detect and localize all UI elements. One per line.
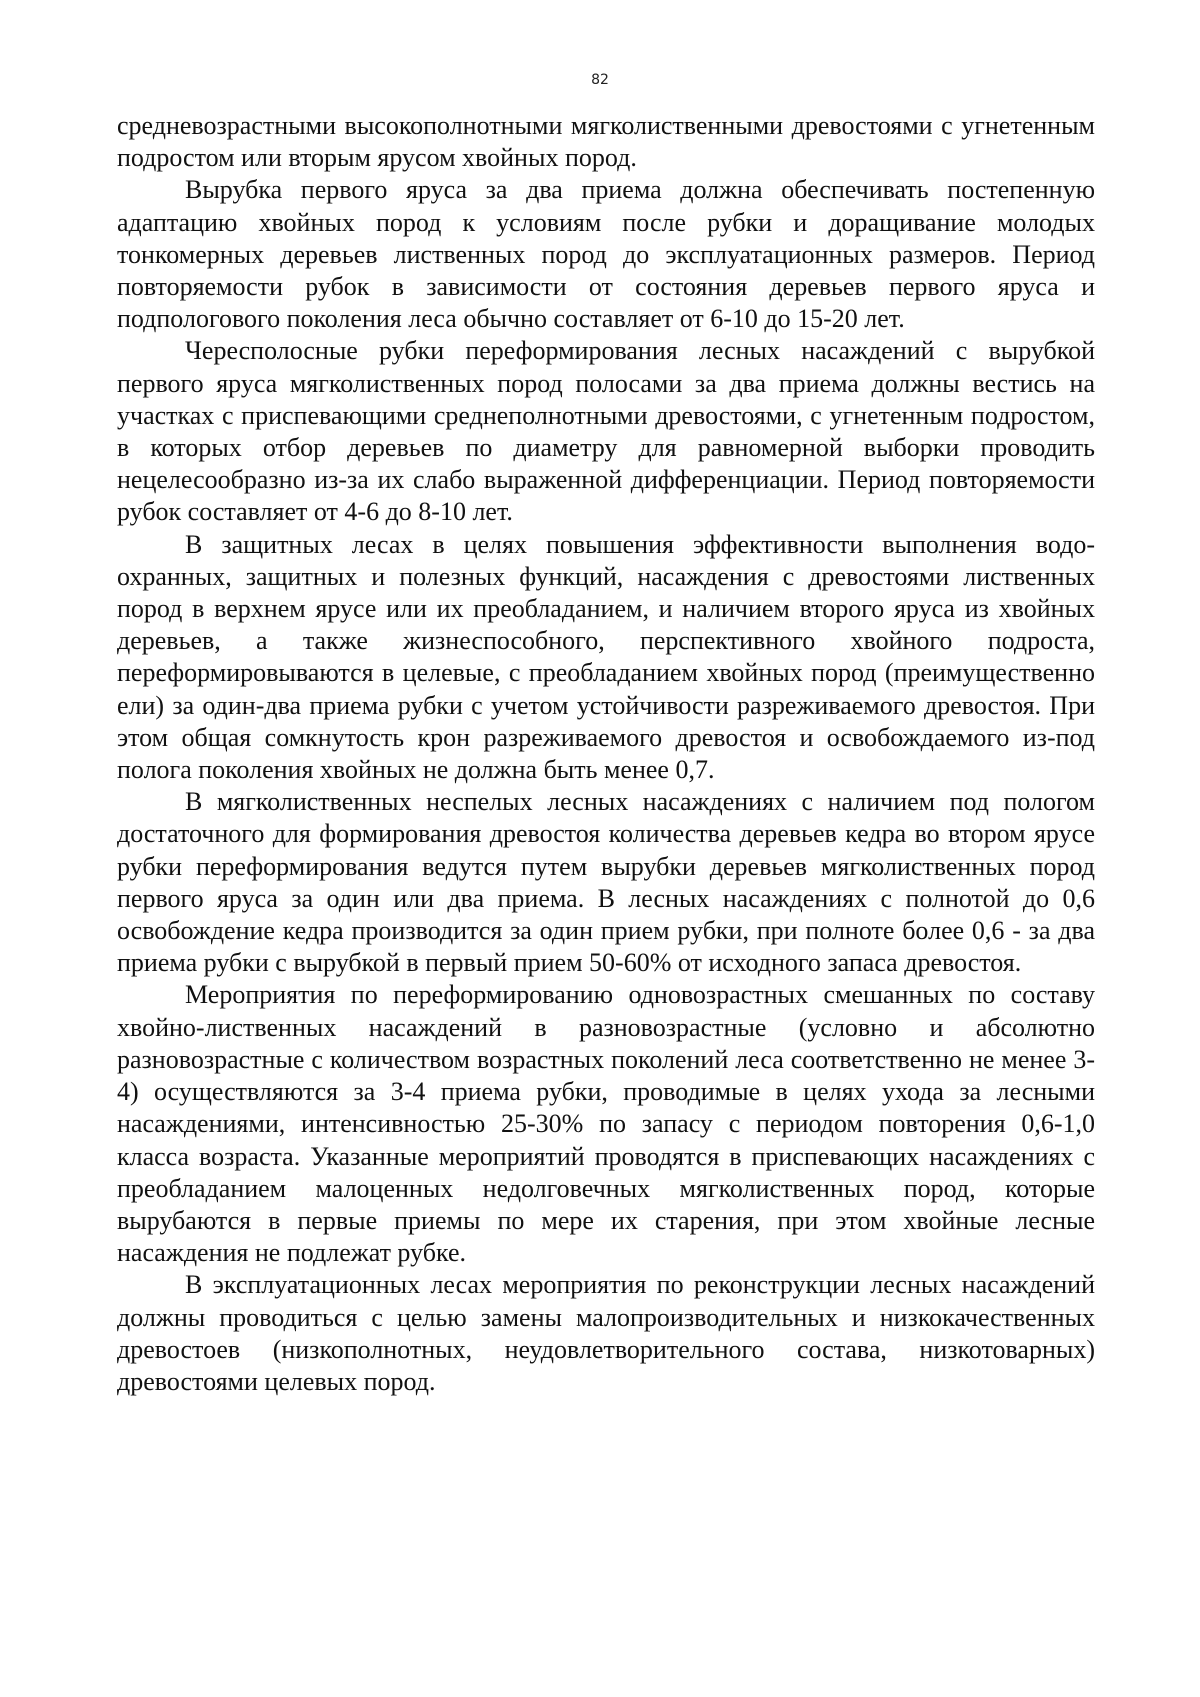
paragraph-continuation: средневозрастными высокополнотными мягколиственными древостоями с угнетенным подростом или вторым ярусом хвойных пород.: [117, 111, 1095, 173]
paragraph: Вырубка первого яруса за два приема должна обеспечивать постепенную адаптацию хвойных пород к условиям после рубки и доращивание молодых тонкомерных деревьев лиственных пород до эксплуатационных размеров. Период повторяемости рубок в зависимости от состояния деревьев первого яруса и подпологового поколения леса обычно составляет от 6-10 до 15-20 лет.: [117, 175, 1095, 334]
paragraph: В эксплуатационных лесах мероприятия по реконструкции лесных насаждений должны проводиться с целью замены малопроизводительных и низкокачественных древостоев (низкополнотных, неудовлетворительного состава, низкотоварных) древостоями целевых пород.: [117, 1270, 1095, 1396]
paragraph: Чересполосные рубки переформирования лесных насаждений с вырубкой первого яруса мягколиственных пород полосами за два приема должны вестись на участках с приспевающими среднеполнотными древостоями, с угнетенным подростом, в которых отбор деревьев по диаметру для равномерной выборки проводить нецелесообразно из-за их слабо выраженной дифференциации. Период повторяемости рубок составляет от 4-6 до 8-10 лет.: [117, 336, 1095, 527]
paragraph: Мероприятия по переформированию одновозрастных смешанных по составу хвойно-лиственных насаждений в разновозрастные (условно и абсолютно разновозрастные с количеством возрастных поколений леса соответственно не менее 3-4) осуществляются за 3-4 приема рубки, проводимые в целях ухода за лесными насаждениями, интенсивностью 25-30% по запасу с периодом повторения 0,6-1,0 класса возраста. Указанные мероприятий проводятся в приспевающих насаждениях с преобладанием малоценных недолговечных мягколиственных пород, которые вырубаются в первые приемы по мере их старения, при этом хвойные лесные насаждения не подлежат рубке.: [117, 980, 1095, 1268]
body-text: [117, 110, 1095, 1398]
paragraph: В мягколиственных неспелых лесных насаждениях с наличием под пологом достаточного для формирования древостоя количества деревьев кедра во втором ярусе рубки переформирования ведутся путем вырубки деревьев мягколиственных пород первого яруса за один или два приема. В лесных насаждениях с полнотой до 0,6 освобождение кедра производится за один прием рубки, при полноте более 0,6 - за два приема рубки с вырубкой в первый прием 50-60% от исходного запаса древостоя.: [117, 787, 1095, 978]
paragraph: В защитных лесах в целях повышения эффективности выполнения водоохранных, защитных и полезных функций, насаждения с древостоями лиственных пород в верхнем ярусе или их преобладанием, и наличием второго яруса из хвойных деревьев, а также жизнеспособного, перспективного хвойного подроста, переформировываются в целевые, с преобладанием хвойных пород (преимущественно ели) за один-два приема рубки с учетом устойчивости разреживаемого древостоя. При этом общая сомкнутость крон разреживаемого древостоя и освобождаемого из-под полога поколения хвойных не должна быть менее 0,7.: [117, 529, 1095, 785]
page-number: 82: [591, 72, 609, 88]
